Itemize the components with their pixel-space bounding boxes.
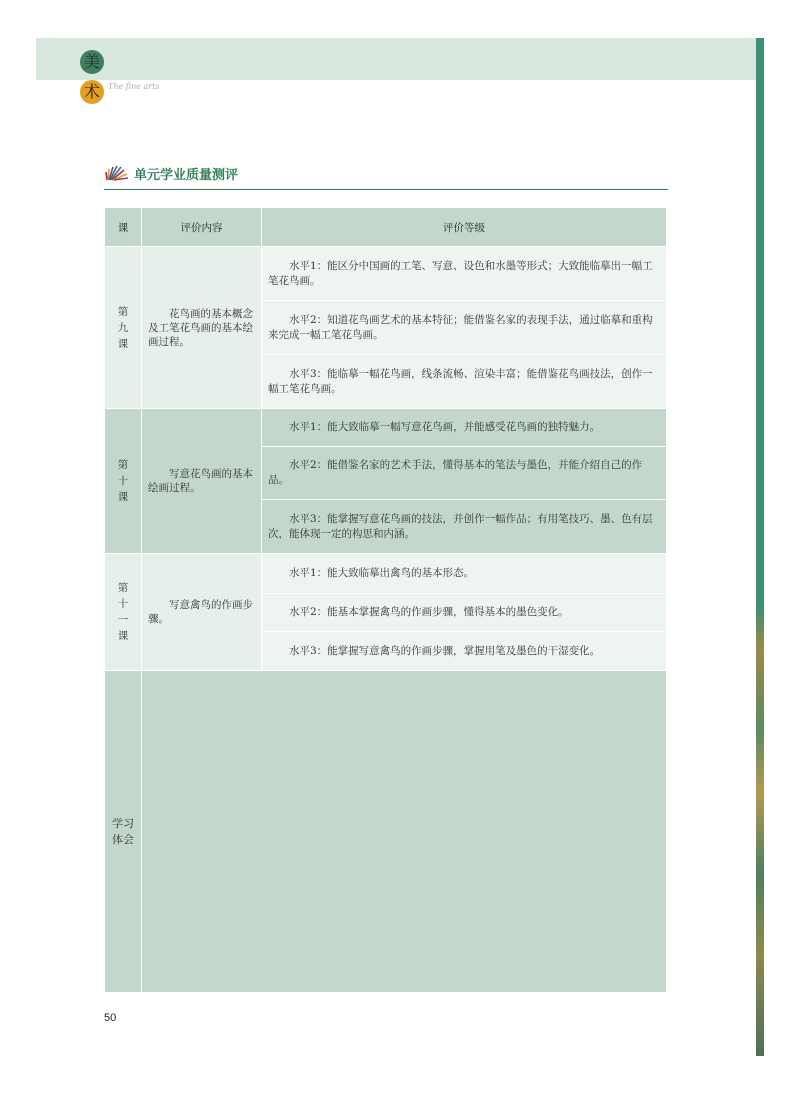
reflection-label-line: 体会 [112,832,134,846]
level-cell: 水平2：知道花鸟画艺术的基本特征；能借鉴名家的表现手法，通过临摹和重构来完成一幅工笔花鸟画。 [262,301,667,355]
column-header-lesson: 课 [105,208,142,247]
lesson-name-char: 课 [117,630,129,642]
section-header [104,160,668,192]
subject-logo-bottom: 术 [80,80,104,104]
lesson-name-char: 九 [117,321,129,334]
column-header-content: 评价内容 [142,208,262,247]
lesson-name-cell [105,247,142,409]
lesson-name-char: 课 [117,491,129,503]
table-header-row [105,208,667,247]
level-cell: 水平1：能大致临摹一幅写意花鸟画，并能感受花鸟画的独特魅力。 [262,409,667,447]
lesson-content-cell: 花鸟画的基本概念及工笔花鸟画的基本绘画过程。 [142,247,262,409]
reflection-row [105,671,667,993]
level-cell: 水平3：能临摹一幅花鸟画，线条流畅、渲染丰富；能借鉴花鸟画技法，创作一幅工笔花鸟画。 [262,355,667,409]
level-cell: 水平3：能掌握写意花鸟画的技法，并创作一幅作品；有用笔技巧、墨、色有层次，能体现一定的构思和内涵。 [262,500,667,554]
lesson-content-cell: 写意花鸟画的基本绘画过程。 [142,409,262,554]
reflection-label-line: 学习 [112,816,134,830]
lesson-name-char: 第 [117,305,129,318]
subject-logo-top: 美 [80,50,104,74]
table-row [105,409,667,447]
lesson-name-cell [105,409,142,554]
fan-icon [104,162,130,182]
header-band [36,38,758,80]
lesson-name-char: 一 [117,614,129,626]
level-cell: 水平2：能借鉴名家的艺术手法，懂得基本的笔法与墨色，并能介绍自己的作品。 [262,447,667,500]
reflection-input-area[interactable] [142,671,667,993]
lesson-name-char: 十 [117,598,129,610]
level-cell: 水平2：能基本掌握禽鸟的作画步骤，懂得基本的墨色变化。 [262,594,667,632]
level-cell: 水平3：能掌握写意禽鸟的作画步骤，掌握用笔及墨色的干湿变化。 [262,632,667,671]
decorative-side-strip [756,38,764,1056]
lesson-name-char: 第 [117,459,129,471]
section-divider [104,189,668,190]
table-row [105,554,667,594]
column-header-level: 评价等级 [262,208,667,247]
lesson-name-char: 十 [117,475,129,487]
reflection-label-cell [105,671,142,993]
subject-english-name: The fine arts [108,82,160,91]
assessment-table [104,207,667,993]
level-cell: 水平1：能区分中国画的工笔、写意、设色和水墨等形式；大致能临摹出一幅工笔花鸟画。 [262,247,667,301]
section-title: 单元学业质量测评 [134,168,239,183]
level-cell: 水平1：能大致临摹出禽鸟的基本形态。 [262,554,667,594]
lesson-content-cell: 写意禽鸟的作画步骤。 [142,554,262,671]
lesson-name-char: 课 [117,337,129,350]
lesson-name-cell [105,554,142,671]
page-number: 50 [104,1012,117,1024]
table-row [105,247,667,301]
lesson-name-char: 第 [117,582,129,594]
